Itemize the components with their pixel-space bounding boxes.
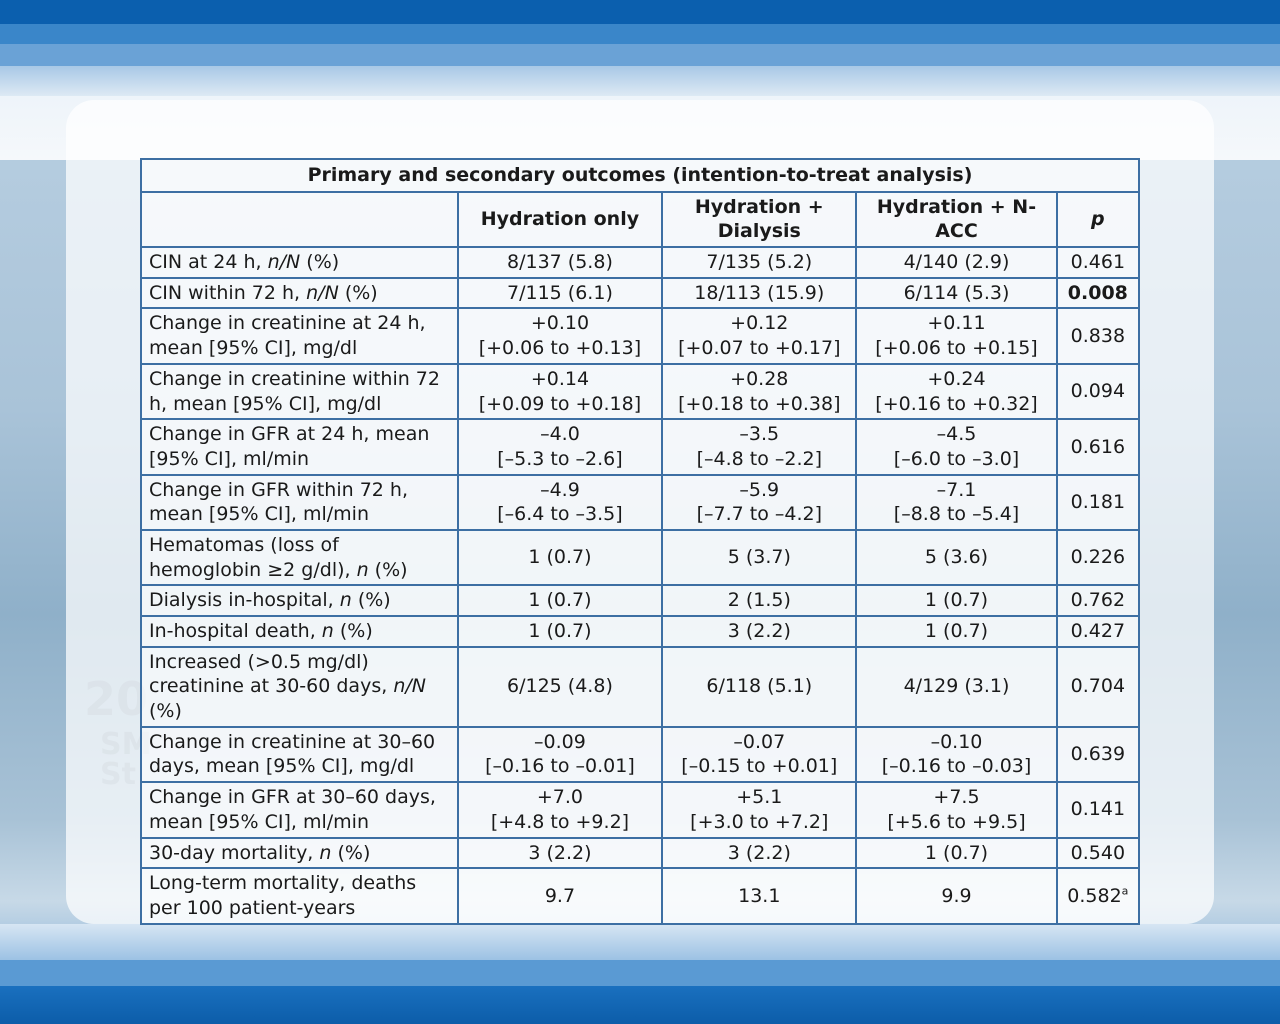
header-band-mid xyxy=(0,24,1280,44)
row-value-2: 13.1 xyxy=(662,868,856,923)
row-label: Hematomas (loss of hemoglobin ≥2 g/dl), n (%) xyxy=(141,530,458,585)
table-header-row xyxy=(141,192,1139,247)
table-row xyxy=(141,475,1139,530)
row-p-value: 0.704 xyxy=(1057,647,1139,727)
row-label: Change in GFR within 72 h, mean [95% CI], ml/min xyxy=(141,475,458,530)
row-label: CIN within 72 h, n/N (%) xyxy=(141,278,458,309)
header-hydration-only: Hydration only xyxy=(458,192,663,247)
row-label: Change in creatinine within 72 h, mean [95% CI], mg/dl xyxy=(141,364,458,419)
row-value-1: 1 (0.7) xyxy=(458,585,663,616)
row-p-value: 0.181 xyxy=(1057,475,1139,530)
table-row xyxy=(141,585,1139,616)
row-value-2: –0.07 [–0.15 to +0.01] xyxy=(662,727,856,782)
row-value-3: 5 (3.6) xyxy=(856,530,1056,585)
row-label: Dialysis in-hospital, n (%) xyxy=(141,585,458,616)
row-value-1: +0.14 [+0.09 to +0.18] xyxy=(458,364,663,419)
footer-band-light xyxy=(0,924,1280,960)
row-value-3: +0.24 [+0.16 to +0.32] xyxy=(856,364,1056,419)
row-value-1: 1 (0.7) xyxy=(458,530,663,585)
table-row xyxy=(141,278,1139,309)
row-value-2: +0.28 [+0.18 to +0.38] xyxy=(662,364,856,419)
row-p-value: 0.008 xyxy=(1057,278,1139,309)
row-value-3: 4/129 (3.1) xyxy=(856,647,1056,727)
row-value-3: 1 (0.7) xyxy=(856,616,1056,647)
row-value-3: +7.5 [+5.6 to +9.5] xyxy=(856,782,1056,837)
row-value-1: 9.7 xyxy=(458,868,663,923)
row-p-value: 0.461 xyxy=(1057,247,1139,278)
table-title: Primary and secondary outcomes (intention-to-treat analysis) xyxy=(141,159,1139,192)
row-label: Change in creatinine at 30–60 days, mean [95% CI], mg/dl xyxy=(141,727,458,782)
row-value-3: 1 (0.7) xyxy=(856,838,1056,869)
row-p-value: 0.582$^a$ xyxy=(1057,868,1139,923)
header-empty xyxy=(141,192,458,247)
row-p-value: 0.540 xyxy=(1057,838,1139,869)
table-row xyxy=(141,616,1139,647)
row-value-2: 3 (2.2) xyxy=(662,838,856,869)
footer-band-mid xyxy=(0,960,1280,986)
row-value-1: –0.09 [–0.16 to –0.01] xyxy=(458,727,663,782)
row-value-3: 4/140 (2.9) xyxy=(856,247,1056,278)
row-value-2: 6/118 (5.1) xyxy=(662,647,856,727)
row-value-1: +0.10 [+0.06 to +0.13] xyxy=(458,308,663,363)
row-value-2: 2 (1.5) xyxy=(662,585,856,616)
row-value-3: –0.10 [–0.16 to –0.03] xyxy=(856,727,1056,782)
row-value-3: –4.5 [–6.0 to –3.0] xyxy=(856,419,1056,474)
header-band-dark xyxy=(0,0,1280,24)
row-value-1: –4.9 [–6.4 to –3.5] xyxy=(458,475,663,530)
row-value-2: 3 (2.2) xyxy=(662,616,856,647)
table-row xyxy=(141,727,1139,782)
row-value-2: 7/135 (5.2) xyxy=(662,247,856,278)
row-p-value: 0.141 xyxy=(1057,782,1139,837)
row-p-value: 0.838 xyxy=(1057,308,1139,363)
row-value-1: 3 (2.2) xyxy=(458,838,663,869)
row-p-value: 0.639 xyxy=(1057,727,1139,782)
header-band-fade xyxy=(0,66,1280,96)
row-label: Increased (>0.5 mg/dl) creatinine at 30-60 days, n/N (%) xyxy=(141,647,458,727)
table-row xyxy=(141,868,1139,923)
row-value-2: –3.5 [–4.8 to –2.2] xyxy=(662,419,856,474)
table-row xyxy=(141,647,1139,727)
table-row xyxy=(141,308,1139,363)
row-value-2: 18/113 (15.9) xyxy=(662,278,856,309)
row-value-1: 8/137 (5.8) xyxy=(458,247,663,278)
table-row xyxy=(141,530,1139,585)
row-value-1: 6/125 (4.8) xyxy=(458,647,663,727)
table-row xyxy=(141,364,1139,419)
table-row xyxy=(141,419,1139,474)
row-p-value: 0.226 xyxy=(1057,530,1139,585)
row-p-value: 0.762 xyxy=(1057,585,1139,616)
header-hydration-dialysis: Hydration + Dialysis xyxy=(662,192,856,247)
row-label: Change in creatinine at 24 h, mean [95% CI], mg/dl xyxy=(141,308,458,363)
row-label: Long-term mortality, deaths per 100 patient-years xyxy=(141,868,458,923)
row-value-1: 7/115 (6.1) xyxy=(458,278,663,309)
row-p-value: 0.616 xyxy=(1057,419,1139,474)
footer-band-dark xyxy=(0,986,1280,1024)
row-value-2: +5.1 [+3.0 to +7.2] xyxy=(662,782,856,837)
row-value-1: –4.0 [–5.3 to –2.6] xyxy=(458,419,663,474)
row-value-3: 1 (0.7) xyxy=(856,585,1056,616)
header-p-value: p xyxy=(1057,192,1139,247)
row-label: 30-day mortality, n (%) xyxy=(141,838,458,869)
row-label: CIN at 24 h, n/N (%) xyxy=(141,247,458,278)
row-value-3: 9.9 xyxy=(856,868,1056,923)
row-value-3: –7.1 [–8.8 to –5.4] xyxy=(856,475,1056,530)
row-label: Change in GFR at 24 h, mean [95% CI], ml/min xyxy=(141,419,458,474)
outcomes-table xyxy=(140,158,1140,925)
table-row xyxy=(141,782,1139,837)
row-value-1: 1 (0.7) xyxy=(458,616,663,647)
table-body xyxy=(141,247,1139,924)
row-value-3: +0.11 [+0.06 to +0.15] xyxy=(856,308,1056,363)
table-row xyxy=(141,247,1139,278)
row-value-2: 5 (3.7) xyxy=(662,530,856,585)
header-hydration-nacc: Hydration + N-ACC xyxy=(856,192,1056,247)
header-band-light xyxy=(0,44,1280,66)
table-row xyxy=(141,838,1139,869)
row-value-1: +7.0 [+4.8 to +9.2] xyxy=(458,782,663,837)
row-value-2: +0.12 [+0.07 to +0.17] xyxy=(662,308,856,363)
row-value-3: 6/114 (5.3) xyxy=(856,278,1056,309)
row-label: In-hospital death, n (%) xyxy=(141,616,458,647)
row-value-2: –5.9 [–7.7 to –4.2] xyxy=(662,475,856,530)
row-p-value: 0.427 xyxy=(1057,616,1139,647)
row-label: Change in GFR at 30–60 days, mean [95% CI], ml/min xyxy=(141,782,458,837)
row-p-value: 0.094 xyxy=(1057,364,1139,419)
